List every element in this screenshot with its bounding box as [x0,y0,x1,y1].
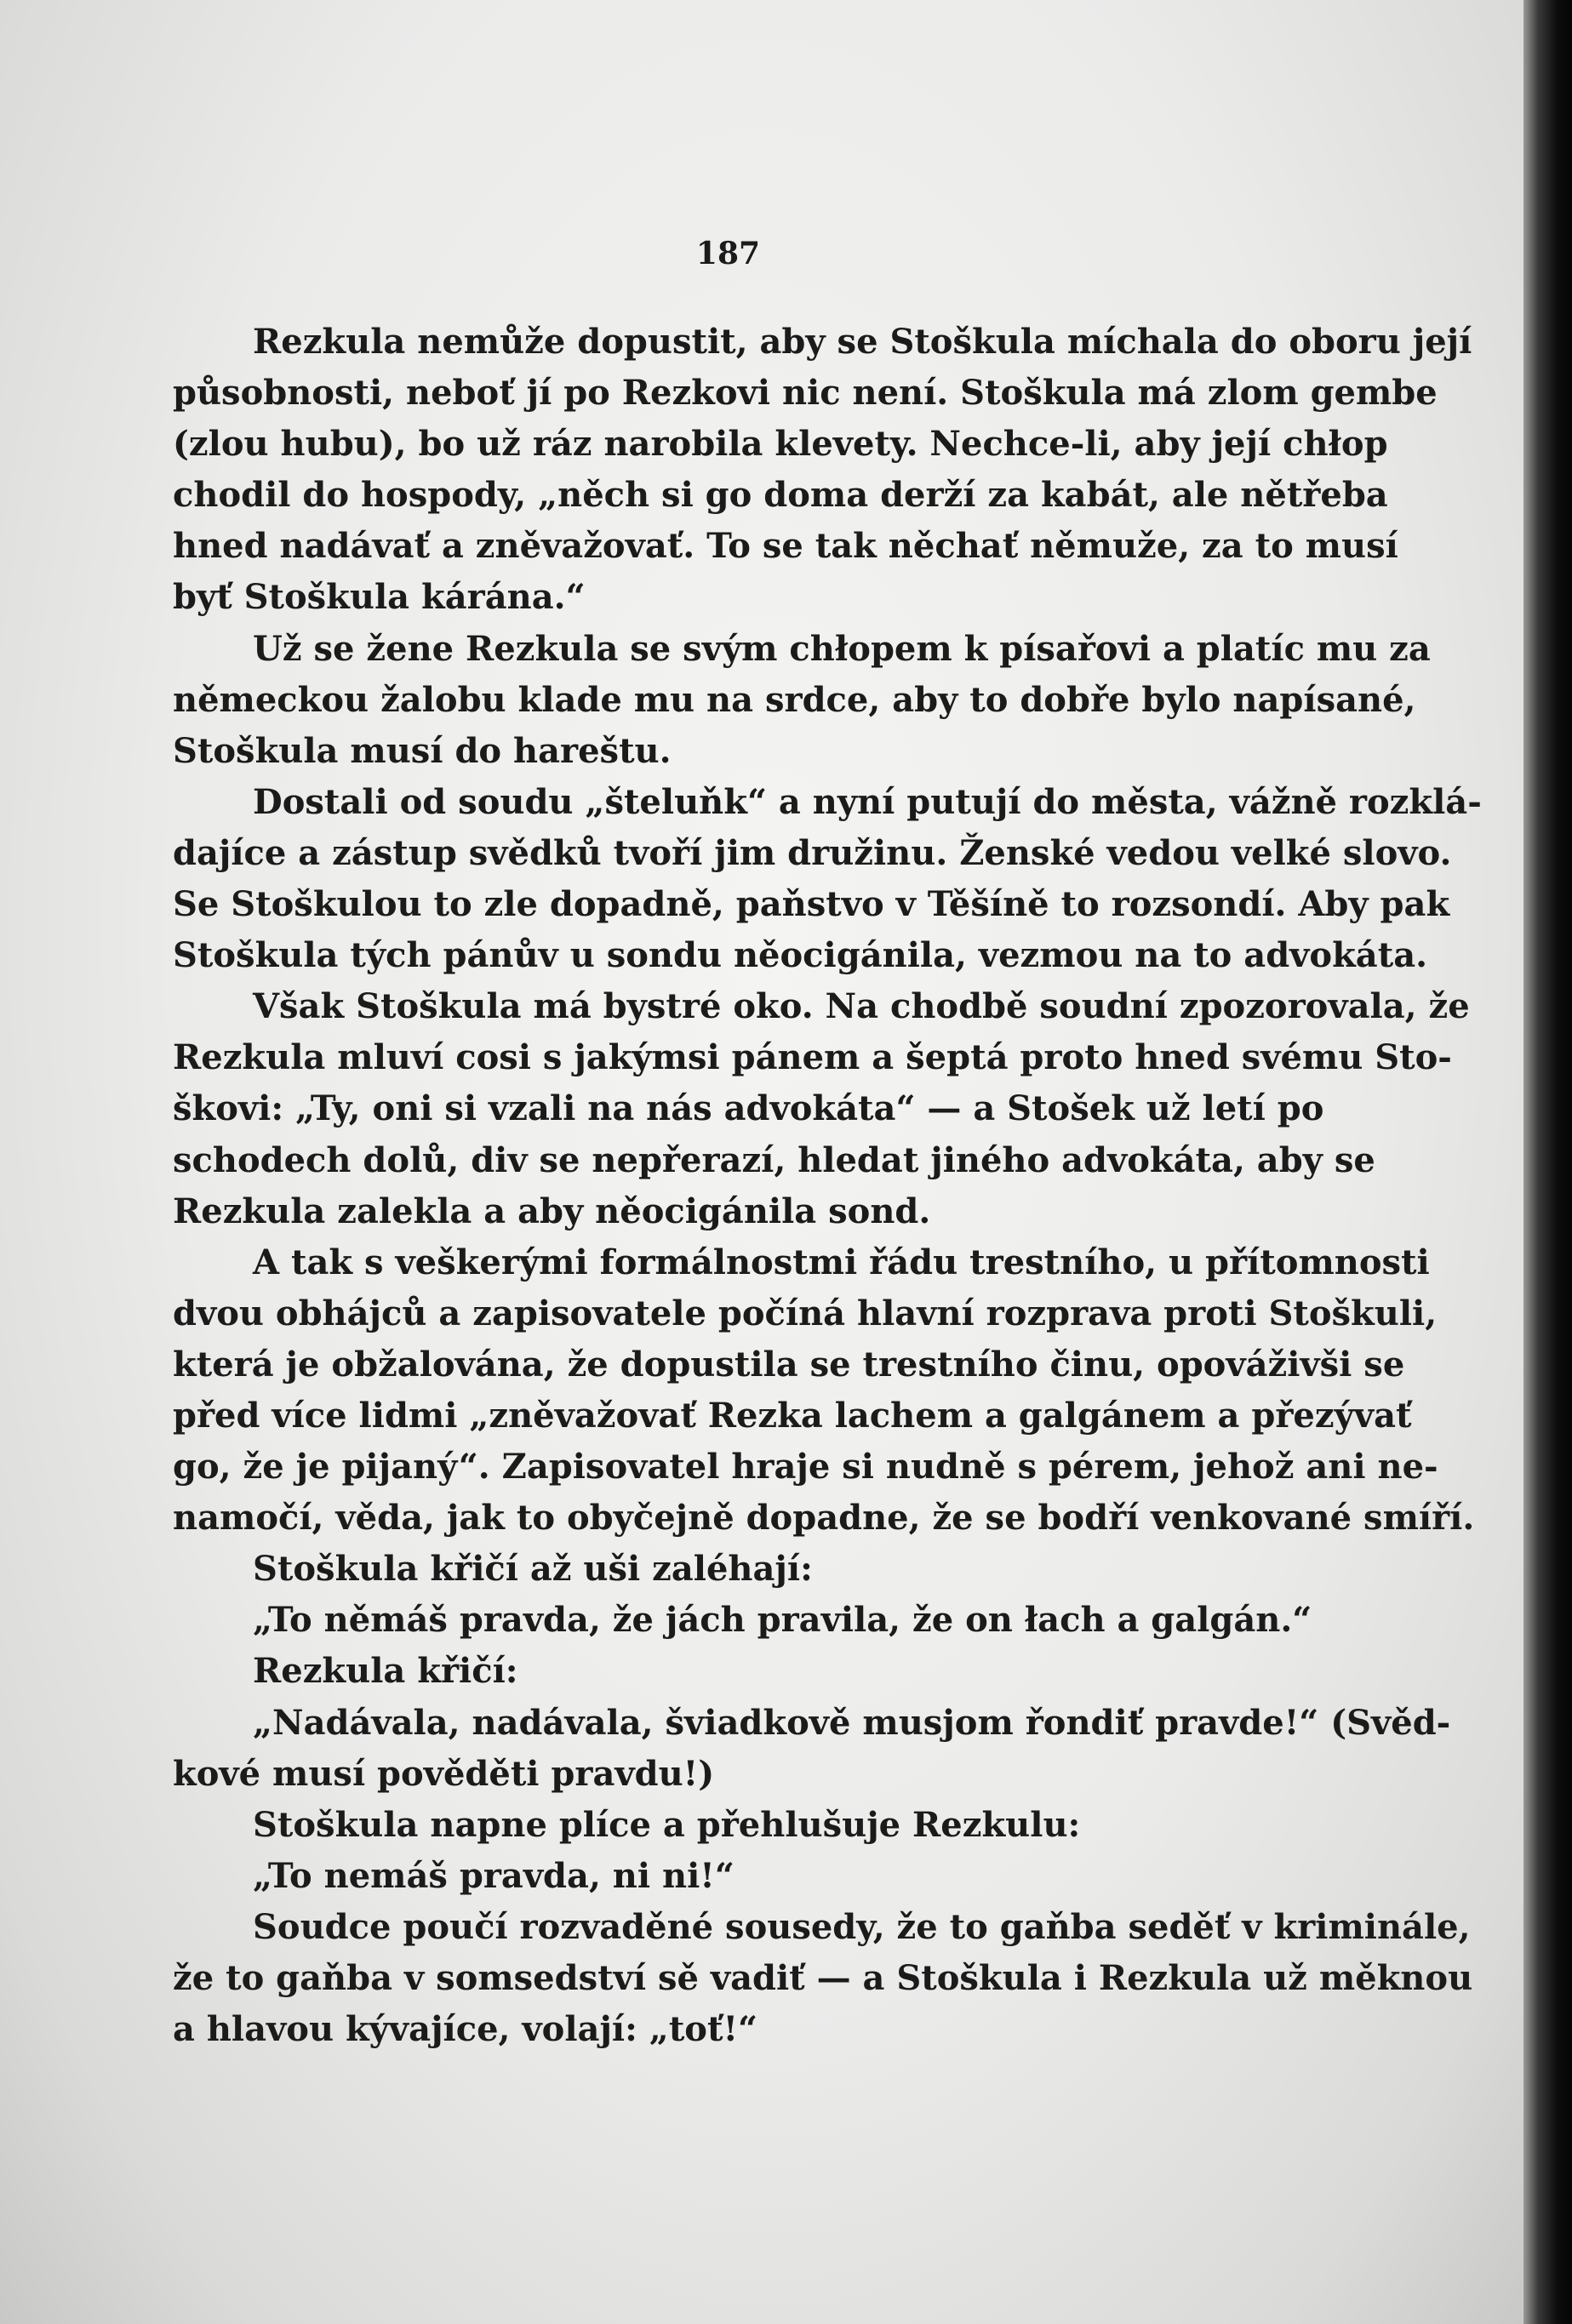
text-line: hned nadávať a zněvažovať. To se tak něchať němuže, za to musí [173,526,1398,567]
text-line: dajíce a zástup svědků tvoří jim družinu. Ženské vedou velké slovo. [173,832,1452,873]
text-line: (zlou hubu), bo už ráz narobila klevety. Nechce-li, aby její chłop [173,424,1388,465]
text-line: Stoškula musí do hareštu. [173,730,672,771]
text-line: dvou obhájců a zapisovatele počíná hlavní rozprava proti Stoškuli, [173,1293,1438,1333]
text-line: škovi: „Ty, oni si vzali na nás advokáta“ — a Stošek už letí po [173,1088,1324,1129]
text-line: Rezkula mluví cosi s jakýmsi pánem a šeptá proto hned svému Sto- [173,1037,1452,1078]
text-line: Rezkula křičí: [253,1651,518,1692]
text-line: která je obžalována, že dopustila se trestního činu, opováživši se [173,1344,1405,1385]
text-line: a hlavou kývajíce, volají: „toť!“ [173,2009,758,2050]
text-line: schodech dolů, div se nepřerazí, hledat jiného advokáta, aby se [173,1139,1375,1180]
text-line: go, že je pijaný“. Zapisovatel hraje si nudně s pérem, jehož ani ne- [173,1447,1438,1487]
text-line: Stoškula napne plíce a přehlušuje Rezkulu: [253,1804,1081,1845]
text-line: Stoškula křičí až uši zaléhají: [253,1549,813,1590]
text-line: namočí, věda, jak to obyčejně dopadne, že se bodří venkované smíří. [173,1498,1475,1539]
text-line: chodil do hospody, „něch si go doma derží za kabát, ale nětřeba [173,475,1388,516]
text-line: A tak s veškerými formálnostmi řádu trestního, u přítomnosti [253,1242,1430,1282]
text-line: působnosti, neboť jí po Rezkovi nic není. Stoškula má zlom gembe [173,373,1438,414]
text-line: kové musí pověděti pravdu!) [173,1753,715,1794]
text-line: před více lidmi „zněvažovať Rezka lachem a galgánem a přezývať [173,1395,1412,1436]
text-line: byť Stoškula kárána.“ [173,577,586,618]
text-line: Dostali od soudu „šteluňk“ a nyní putují do města, vážně rozklá- [253,781,1482,822]
text-line: Však Stoškula má bystré oko. Na chodbě soudní zpozorovala, že [253,986,1470,1027]
text-line: že to gaňba v somsedství sě vadiť — a Stoškula i Rezkula už měknou [173,1958,1473,1998]
text-line: Rezkula nemůže dopustit, aby se Stoškula míchala do oboru její [253,322,1472,362]
text-line: Už se žene Rezkula se svým chłopem k písařovi a platíc mu za [253,628,1431,669]
text-line: „To němáš pravda, že jách pravila, že on łach a galgán.“ [253,1600,1312,1641]
text-line: německou žalobu klade mu na srdce, aby to dobře bylo napísané, [173,679,1416,720]
page-number: 187 [695,236,761,271]
text-lines [173,317,1482,2055]
text-line: Rezkula zalekla a aby něocigánila sond. [173,1191,931,1231]
text-line: „To nemáš pravda, ni ni!“ [253,1855,735,1896]
scan-edge [1523,0,1572,2324]
text-line: Soudce poučí rozvaděné sousedy, že to gaňba seděť v kriminále, [253,1906,1471,1947]
page-text [173,228,1482,2055]
text-line: „Nadávala, nadávala, šviadkově musjom řondiť pravde!“ (Svěd- [253,1702,1451,1743]
text-line: Stoškula tých pánův u sondu něocigánila, vezmou na to advokáta. [173,935,1428,976]
text-line: Se Stoškulou to zle dopadně, paňstvo v Těšíně to rozsondí. Aby pak [173,884,1450,925]
